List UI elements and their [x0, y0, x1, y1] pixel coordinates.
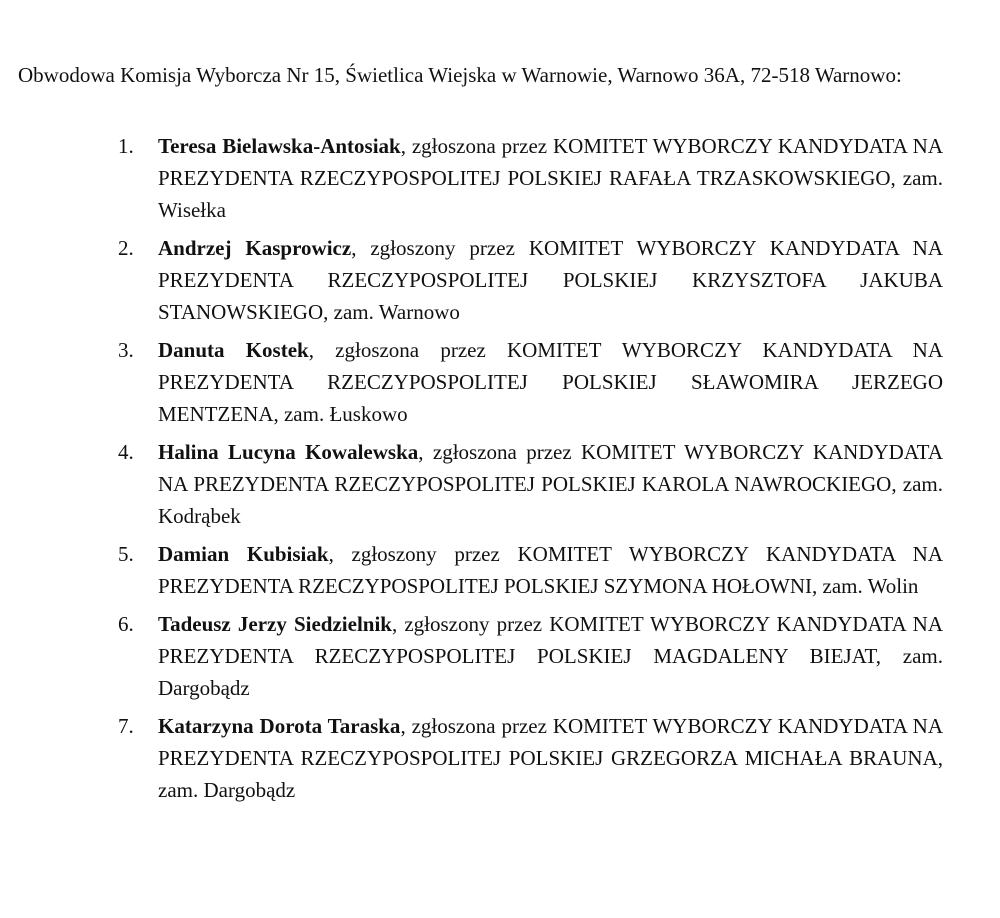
list-item — [18, 130, 943, 226]
member-details: , zgłoszony przez KOMITET WYBORCZY KANDYDATA NA PREZYDENTA RZECZYPOSPOLITEJ POLSKIEJ SZYMONA HOŁOWNI, zam. Wolin — [158, 542, 943, 598]
member-name: Damian Kubisiak — [158, 542, 329, 566]
item-number: 4. — [118, 440, 134, 464]
member-details: , zgłoszony przez KOMITET WYBORCZY KANDYDATA NA PREZYDENTA RZECZYPOSPOLITEJ POLSKIEJ KRZYSZTOFA JAKUBA STANOWSKIEGO, zam. Warnowo — [158, 236, 944, 324]
list-item — [18, 232, 943, 328]
commission-header: Obwodowa Komisja Wyborcza Nr 15, Świetlica Wiejska w Warnowie, Warnowo 36A, 72-518 Warnowo: — [18, 63, 902, 87]
item-number: 5. — [118, 542, 134, 566]
member-details: , zgłoszona przez KOMITET WYBORCZY KANDYDATA NA PREZYDENTA RZECZYPOSPOLITEJ POLSKIEJ RAFAŁA TRZASKOWSKIEGO, zam. Wisełka — [158, 134, 943, 222]
list-item — [18, 436, 943, 532]
member-list — [18, 130, 943, 806]
list-item — [18, 710, 943, 806]
member-details: , zgłoszony przez KOMITET WYBORCZY KANDYDATA NA PREZYDENTA RZECZYPOSPOLITEJ POLSKIEJ MAGDALENY BIEJAT, zam. Dargobądz — [158, 612, 943, 700]
member-name: Halina Lucyna Kowalewska — [158, 440, 419, 464]
item-number: 3. — [118, 338, 134, 362]
member-details: , zgłoszona przez KOMITET WYBORCZY KANDYDATA NA PREZYDENTA RZECZYPOSPOLITEJ POLSKIEJ KAROLA NAWROCKIEGO, zam. Kodrąbek — [158, 440, 943, 528]
item-number: 2. — [118, 236, 134, 260]
list-item — [18, 608, 943, 704]
member-name: Tadeusz Jerzy Siedzielnik — [158, 612, 392, 636]
member-details: , zgłoszona przez KOMITET WYBORCZY KANDYDATA NA PREZYDENTA RZECZYPOSPOLITEJ POLSKIEJ GRZEGORZA MICHAŁA BRAUNA, zam. Dargobądz — [158, 714, 943, 802]
item-number: 1. — [118, 134, 134, 158]
member-details: , zgłoszona przez KOMITET WYBORCZY KANDYDATA NA PREZYDENTA RZECZYPOSPOLITEJ POLSKIEJ SŁAWOMIRA JERZEGO MENTZENA, zam. Łuskowo — [158, 338, 943, 426]
list-item — [18, 538, 943, 602]
member-name: Danuta Kostek — [158, 338, 309, 362]
document-page — [18, 56, 943, 812]
member-name: Teresa Bielawska-Antosiak — [158, 134, 401, 158]
item-number: 7. — [118, 714, 134, 738]
member-name: Katarzyna Dorota Taraska — [158, 714, 401, 738]
list-item — [18, 334, 943, 430]
item-number: 6. — [118, 612, 134, 636]
member-name: Andrzej Kasprowicz — [158, 236, 352, 260]
